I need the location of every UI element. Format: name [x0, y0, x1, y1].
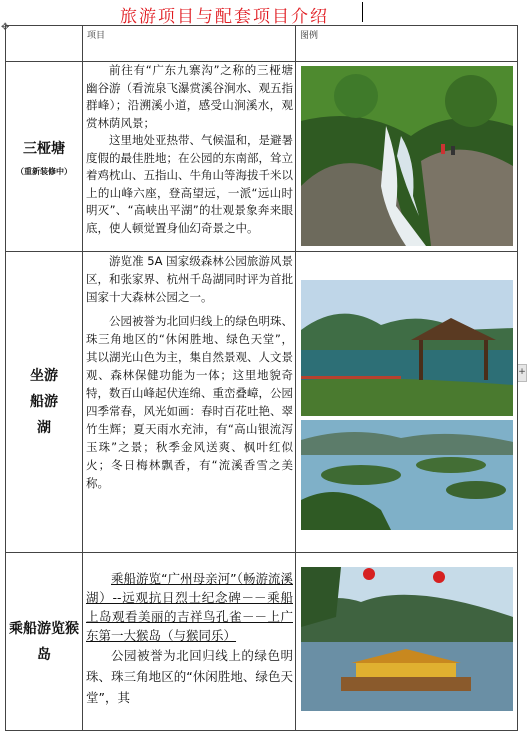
document-title: 旅游项目与配套项目介绍 [120, 7, 329, 27]
description-paragraph: 这里地处亚热带、气候温和，是避暑度假的最佳胜地；在公园的东南部，耸立着鸡枕山、五指山、牛角山等海拔千米以上的山峰六座，登高望远，一派“远山时明灭”、“高峡出平湖”的壮观景象奔来眼底，使人顿觉置身仙幻奇景之中。 [86, 133, 293, 235]
row-name-cell [6, 62, 83, 252]
waterfall-photo [301, 66, 513, 246]
row-note: （重新装修中） [16, 167, 72, 176]
header-item: 项目 [83, 26, 296, 62]
table-row [6, 62, 518, 252]
plus-tab-icon[interactable]: + [517, 364, 527, 382]
row-name-cell [6, 252, 83, 553]
project-table [5, 25, 518, 731]
row-description [83, 553, 296, 731]
row-image-cell [296, 553, 518, 731]
lake-pavilion-photo [301, 280, 513, 416]
row-name-cell [6, 553, 83, 731]
row-image-cell [296, 252, 518, 553]
header-blank [6, 26, 83, 62]
description-paragraph: 前往有“广东九寨沟”之称的三桠塘幽谷游（看流泉飞瀑赏溪谷涧水、观五指群峰）；沿溯溪小道，感受山涧溪水，观赏林荫风景； [86, 63, 293, 130]
description-paragraph: 游览准 5A 国家级森林公园旅游风景区，和张家界、杭州千岛湖同时评为首批国家十大森林公园之一。 [86, 254, 293, 304]
table-row [6, 252, 518, 553]
row-name: 乘船游览猴岛 [9, 620, 79, 663]
description-paragraph: 公园被誉为北回归线上的绿色明珠、珠三角地区的“休闲胜地、绿色天堂”，其 [86, 648, 293, 705]
header-row [6, 26, 518, 62]
row-description [83, 252, 296, 553]
description-paragraph: 公园被誉为北回归线上的绿色明珠、珠三角地区的“休闲胜地、绿色天堂”，其以湖光山色为主，集自然景观、人文景观、森林保健功能为一体；这里地貌奇特，数百山峰起伏连绵、重峦叠嶂，公园四季常春，风光如画：春时百花吐艳、翠竹生辉；夏天雨水充沛，有“高山银流泻玉珠”之景；秋季金风送爽、枫叶红似火；冬日梅林飘香，有“流溪香雪之美称。 [86, 314, 293, 490]
row-name: 坐游船游湖 [30, 368, 58, 436]
islands-lake-photo [301, 420, 513, 530]
move-handle-icon[interactable]: ✥ [1, 22, 10, 33]
header-image: 图例 [296, 26, 518, 62]
monkey-island-boat-photo [301, 567, 513, 711]
text-cursor [362, 2, 363, 22]
table-row [6, 553, 518, 731]
description-paragraph: 乘船游览“广州母亲河”（畅游流溪湖）--远观抗日烈士纪念碑－－乘船上岛观看美丽的吉祥鸟孔雀－－上广东第一大猴岛（与猴同乐） [86, 571, 293, 643]
row-image-cell [296, 62, 518, 252]
row-name: 三桠塘 [23, 141, 65, 157]
row-description [83, 62, 296, 252]
